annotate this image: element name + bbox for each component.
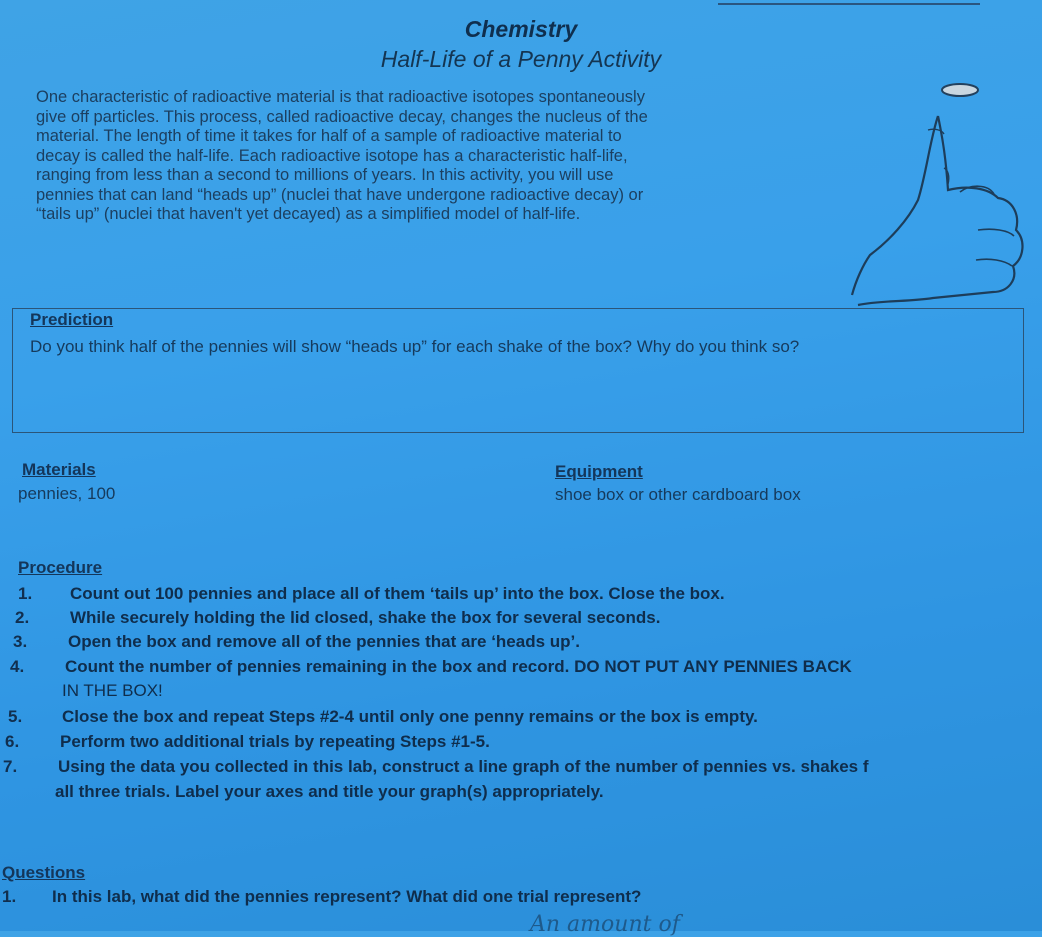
step-text: Count out 100 pennies and place all of them ‘tails up’ into the box. Close the box. (70, 584, 725, 603)
step-text: Close the box and repeat Steps #2-4 until only one penny remains or the box is empty. (62, 707, 758, 726)
intro-line: pennies that can land “heads up” (nuclei that have undergone radioactive decay) or (36, 185, 644, 204)
step-number: 4. (10, 657, 25, 676)
intro-line: One characteristic of radioactive material is that radioactive isotopes spontaneously (36, 88, 645, 106)
top-rule (718, 3, 980, 5)
step-text: Perform two additional trials by repeating Steps #1-5. (60, 732, 490, 751)
intro-paragraph (36, 88, 648, 225)
step-text: Using the data you collected in this lab, construct a line graph of the number of pennies vs. shakes f (58, 757, 869, 776)
prediction-heading: Prediction (30, 310, 114, 329)
step-number: 3. (13, 632, 28, 651)
thumb-flipping-coin-icon (848, 80, 1028, 310)
step-text-continued: IN THE BOX! (62, 681, 163, 700)
intro-line: give off particles. This process, called radioactive decay, changes the nucleus of the (36, 107, 648, 126)
step-number: 6. (5, 732, 20, 751)
handwritten-answer: An amount of (530, 912, 680, 937)
step-number: 2. (15, 608, 30, 627)
step-text-continued: all three trials. Label your axes and title your graph(s) appropriately. (55, 782, 604, 801)
procedure-heading: Procedure (18, 558, 103, 577)
materials-heading: Materials (22, 460, 96, 479)
intro-line: ranging from less than a second to millions of years. In this activity, you will use (36, 166, 614, 184)
prediction-question: Do you think half of the pennies will show “heads up” for each shake of the box? Why do you think so? (30, 337, 800, 356)
step-number: 7. (3, 757, 18, 776)
step-text: Open the box and remove all of the pennies that are ‘heads up’. (68, 632, 580, 651)
equipment-item: shoe box or other cardboard box (555, 485, 801, 504)
step-number: 5. (8, 707, 23, 726)
page-subtitle: Half-Life of a Penny Activity (380, 46, 662, 72)
equipment-heading: Equipment (555, 462, 643, 481)
materials-item: pennies, 100 (18, 484, 116, 503)
intro-line: “tails up” (nuclei that haven't yet decayed) as a simplified model of half-life. (36, 205, 581, 223)
intro-line: material. The length of time it takes for half of a sample of radioactive material to (36, 127, 622, 145)
page-title: Chemistry (464, 16, 578, 42)
prediction-box (12, 308, 1024, 433)
question-number: 1. (2, 887, 17, 906)
question-text: In this lab, what did the pennies represent? What did one trial represent? (52, 887, 642, 906)
questions-heading: Questions (2, 863, 86, 882)
step-text: While securely holding the lid closed, shake the box for several seconds. (70, 608, 661, 627)
step-text: Count the number of pennies remaining in the box and record. DO NOT PUT ANY PENNIES BACK (65, 657, 852, 676)
intro-line: decay is called the half-life. Each radioactive isotope has a characteristic half-life, (36, 146, 628, 165)
step-number: 1. (18, 584, 33, 603)
